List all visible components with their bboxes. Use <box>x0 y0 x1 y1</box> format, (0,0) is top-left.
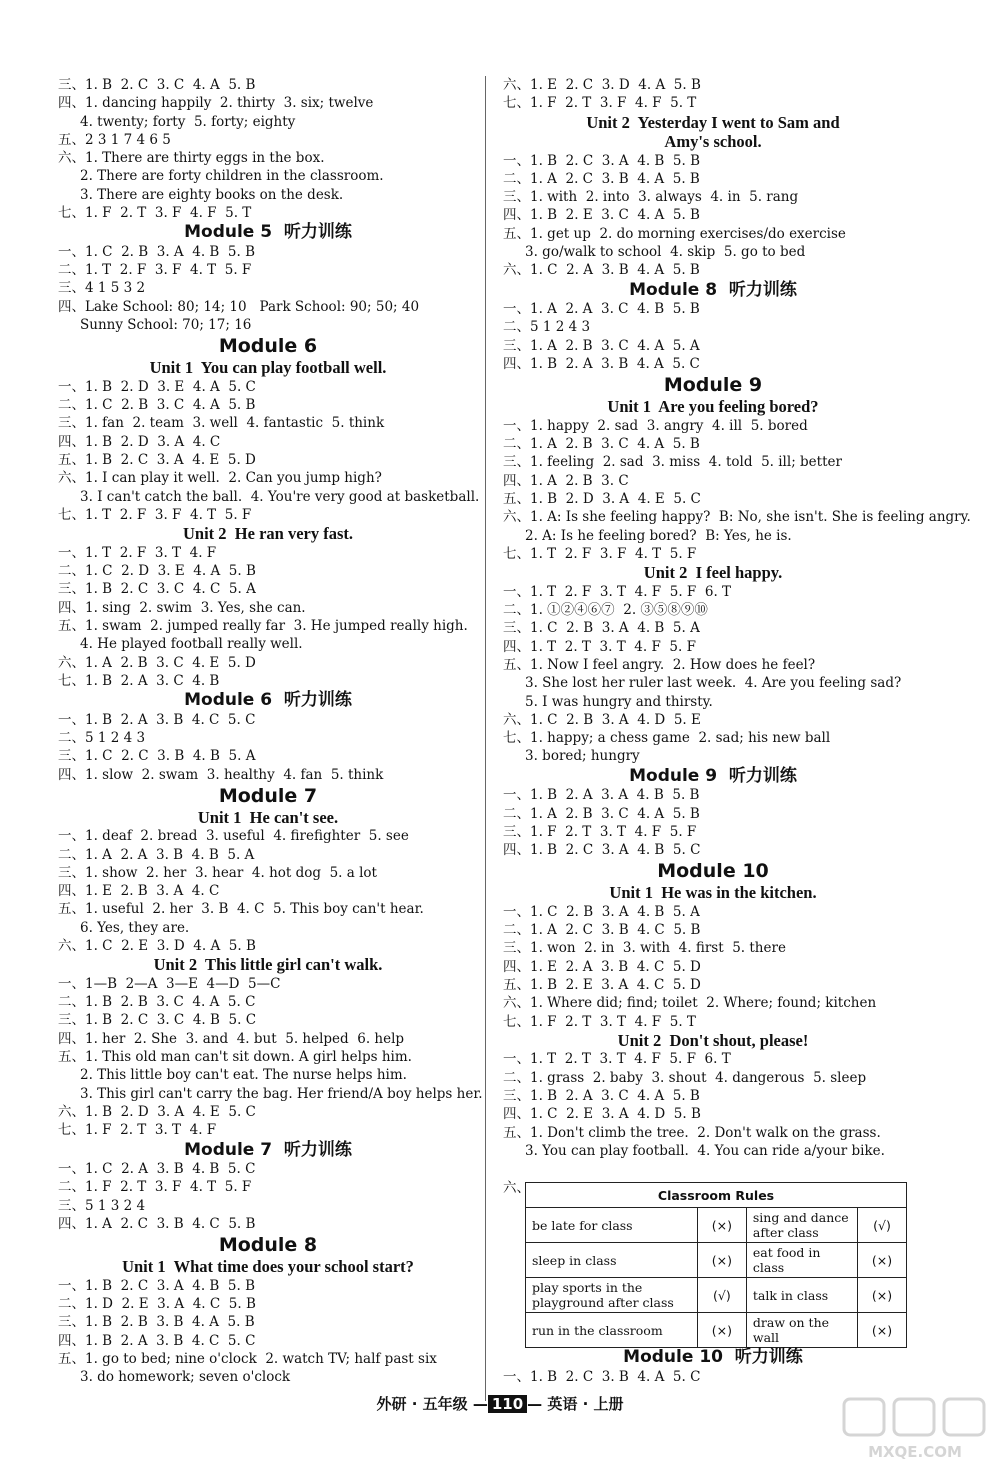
answer-line: 一、1. T 2. F 3. T 4. F <box>58 544 217 561</box>
table-row <box>526 1313 907 1348</box>
section-heading: Module 7 <box>218 784 318 807</box>
answer-line: 二、1. C 2. B 3. C 4. A 5. B <box>58 397 256 414</box>
answer-line: 一、1. B 2. A 3. B 4. C 5. C <box>58 711 256 728</box>
section-heading: Module 9 听力训练 <box>629 765 797 786</box>
section-heading: Module 9 <box>663 374 763 397</box>
answer-line: 二、1. A 2. A 3. B 4. B 5. A <box>58 846 255 863</box>
answer-line: 6. Yes, they are. <box>80 919 190 936</box>
watermark-text: MXQE.COM <box>868 1443 962 1461</box>
answer-line: 四、1. B 2. D 3. A 4. C <box>58 433 221 450</box>
answer-line: 五、1. swam 2. jumped really far 3. He jumped really high. <box>58 617 468 634</box>
answer-line: 二、1. A 2. B 3. C 4. A 5. B <box>503 805 700 822</box>
answer-line: 四、1. sing 2. swim 3. Yes, she can. <box>58 599 306 616</box>
section-heading: Unit 1 He was in the kitchen. <box>609 883 817 903</box>
answer-line: 一、1. T 2. T 3. T 4. F 5. F 6. T <box>503 1051 731 1068</box>
answer-line: 四、Lake School: 80; 14; 10 Park School: 90; 50; 40 <box>58 298 420 315</box>
answer-line: 四、1. slow 2. swam 3. healthy 4. fan 5. think <box>58 766 384 783</box>
answer-line: 3. There are eighty books on the desk. <box>80 186 344 203</box>
answer-line: 二、1. grass 2. baby 3. shout 4. dangerous 5. sleep <box>503 1069 867 1086</box>
answer-line: 2. This little boy can't eat. The nurse helps him. <box>80 1067 407 1084</box>
answer-line: Sunny School: 70; 17; 16 <box>80 317 252 334</box>
answer-line: 一、1. B 2. C 3. A 4. B 5. B <box>58 1277 256 1294</box>
answer-line: 三、1. A 2. B 3. C 4. A 5. A <box>503 337 700 354</box>
answer-line: 七、1. T 2. F 3. F 4. T 5. F <box>503 545 697 562</box>
rule-mark: (×) <box>697 1313 746 1348</box>
answer-line: 七、1. F 2. T 3. T 4. F <box>58 1122 217 1139</box>
answer-line: 四、1. dancing happily 2. thirty 3. six; twelve <box>58 95 374 112</box>
answer-line: 3. You can play football. 4. You can ride a/your bike. <box>525 1142 885 1159</box>
answer-line: 五、1. B 2. C 3. A 4. E 5. D <box>58 452 256 469</box>
answer-line: 三、1. B 2. C 3. C 4. B 5. C <box>58 1012 257 1029</box>
column-divider <box>485 76 486 1401</box>
section-heading: Unit 1 Are you feeling bored? <box>607 397 819 417</box>
answer-line: 六、1. There are thirty eggs in the box. <box>58 150 325 167</box>
rule-text: draw on the wall <box>746 1313 857 1348</box>
classroom-rules-table <box>525 1182 907 1348</box>
answer-line: 五、1. Now I feel angry. 2. How does he feel? <box>503 656 816 673</box>
after-table-block <box>503 1347 923 1386</box>
section-heading: Module 10 听力训练 <box>623 1347 803 1367</box>
rule-text: run in the classroom <box>526 1313 698 1348</box>
answer-line: 五、1. go to bed; nine o'clock 2. watch TV; half past six <box>58 1350 437 1367</box>
watermark-logo <box>840 1395 990 1465</box>
section-label: 六、 <box>503 1180 530 1196</box>
answer-line: 七、1. happy; a chess game 2. sad; his new ball <box>503 730 831 747</box>
table-row <box>526 1278 907 1313</box>
answer-line: 一、1. B 2. D 3. E 4. A 5. C <box>58 378 256 395</box>
section-heading: Unit 1 You can play football well. <box>149 358 387 378</box>
section-heading: Module 6 <box>218 335 318 358</box>
section-heading: Unit 2 Don't shout, please! <box>617 1030 809 1050</box>
table-row <box>526 1243 907 1278</box>
answer-line: 四、1. A 2. B 3. C <box>503 472 629 489</box>
answer-line: 四、1. E 2. A 3. B 4. C 5. D <box>503 958 701 975</box>
rule-text: eat food in class <box>746 1243 857 1278</box>
section-heading: Unit 1 He can't see. <box>197 807 339 827</box>
answer-line: 六、1. I can play it well. 2. Can you jump high? <box>58 470 382 487</box>
answer-line: 三、1. C 2. B 3. A 4. B 5. A <box>503 620 700 637</box>
answer-line: 三、1. B 2. C 3. C 4. A 5. B <box>58 77 256 93</box>
answer-line: 3. do homework; seven o'clock <box>80 1369 291 1386</box>
answer-line: 3. go/walk to school 4. skip 5. go to bed <box>525 244 806 261</box>
answer-line: 一、1. deaf 2. bread 3. useful 4. firefighter 5. see <box>58 828 409 845</box>
rule-text: play sports in the playground after class <box>526 1278 698 1313</box>
rule-text: be late for class <box>526 1208 698 1243</box>
answer-line: 二、5 1 2 4 3 <box>58 729 146 746</box>
answer-line: 二、1. B 2. B 3. C 4. A 5. C <box>58 994 256 1011</box>
answer-line: 四、1. B 2. A 3. B 4. C 5. C <box>58 1332 256 1349</box>
rule-mark: (×) <box>697 1208 746 1243</box>
rule-mark: (√) <box>858 1208 907 1243</box>
answer-line: 一、1. B 2. A 3. A 4. B 5. B <box>503 787 700 804</box>
answer-line: 一、1—B 2—A 3—E 4—D 5—C <box>58 975 281 992</box>
answer-line: 七、1. F 2. T 3. T 4. F 5. T <box>503 1013 696 1030</box>
answer-line: 三、1. won 2. in 3. with 4. first 5. there <box>503 940 786 957</box>
section-heading: Unit 2 He ran very fast. <box>182 524 353 544</box>
answer-line: 三、1. C 2. C 3. B 4. B 5. A <box>58 748 256 765</box>
section-heading: Module 5 听力训练 <box>184 222 352 243</box>
answer-line: 七、1. B 2. A 3. C 4. B <box>58 672 220 689</box>
answer-line: 二、1. A 2. C 3. B 4. C 5. B <box>503 922 701 939</box>
answer-line: 七、1. F 2. T 3. F 4. F 5. T <box>58 205 252 222</box>
answer-line: 六、1. A: Is she feeling happy? B: No, she isn't. She is feeling angry. <box>503 509 971 526</box>
section-heading: Unit 1 What time does your school start? <box>122 1257 414 1277</box>
answer-line: 四、1. C 2. E 3. A 4. D 5. B <box>503 1106 701 1123</box>
answer-line: 一、1. A 2. A 3. C 4. B 5. B <box>503 301 700 318</box>
answer-line: 三、1. F 2. T 3. T 4. F 5. F <box>503 823 697 840</box>
answer-line: 2. A: Is he feeling bored? B: Yes, he is. <box>525 527 792 544</box>
answer-line: 一、1. B 2. C 3. A 4. B 5. B <box>503 152 701 169</box>
answer-line: 五、1. Don't climb the tree. 2. Don't walk on the grass. <box>503 1124 881 1141</box>
section-heading: Module 8 <box>218 1234 318 1257</box>
answer-line: 三、5 1 3 2 4 <box>58 1197 146 1214</box>
answer-line: 二、5 1 2 4 3 <box>503 319 591 336</box>
section-heading: Module 8 听力训练 <box>629 279 797 300</box>
answer-line: 六、1. E 2. C 3. D 4. A 5. B <box>503 77 701 93</box>
answer-line: 5. I was hungry and thirsty. <box>525 693 713 710</box>
answer-line: 一、1. T 2. F 3. T 4. F 5. F 6. T <box>503 583 732 600</box>
answer-line: 三、1. B 2. C 3. C 4. C 5. A <box>58 581 256 598</box>
section-heading: Amy's school. <box>664 132 762 152</box>
left-column <box>58 76 483 1387</box>
answer-line: 4. He played football really well. <box>80 636 303 653</box>
answer-line: 3. I can't catch the ball. 4. You're very good at basketball. <box>80 488 480 505</box>
answer-line: 六、1. C 2. B 3. A 4. D 5. E <box>503 711 701 728</box>
section-heading: Module 6 听力训练 <box>184 690 352 711</box>
section-heading: Module 7 听力训练 <box>184 1139 352 1160</box>
rule-mark: (×) <box>858 1313 907 1348</box>
rule-mark: (×) <box>858 1278 907 1313</box>
answer-line: 二、1. A 2. C 3. B 4. A 5. B <box>503 170 700 187</box>
answer-line: 五、1. get up 2. do morning exercises/do exercise <box>503 225 846 242</box>
answer-line: 2. There are forty children in the classroom. <box>80 168 384 185</box>
answer-line: 二、1. D 2. E 3. A 4. C 5. B <box>58 1296 256 1313</box>
answer-line: 六、1. C 2. A 3. B 4. A 5. B <box>503 262 700 279</box>
rule-mark: (√) <box>697 1278 746 1313</box>
answer-line: 二、1. A 2. B 3. C 4. A 5. B <box>503 436 700 453</box>
answer-line: 三、1. B 2. B 3. B 4. A 5. B <box>58 1314 255 1331</box>
answer-line: 三、1. B 2. A 3. C 4. A 5. B <box>503 1088 700 1105</box>
answer-line: 3. She lost her ruler last week. 4. Are you feeling sad? <box>525 675 902 692</box>
answer-line: 一、1. B 2. C 3. B 4. A 5. C <box>503 1368 701 1385</box>
answer-line: 三、1. show 2. her 3. hear 4. hot dog 5. a lot <box>58 864 377 881</box>
answer-line: 3. bored; hungry <box>525 748 640 765</box>
footer-right: — 英语 · 上册 <box>527 1395 624 1413</box>
answer-line: 一、1. C 2. B 3. A 4. B 5. A <box>503 903 700 920</box>
answer-line: 四、1. B 2. A 3. B 4. A 5. C <box>503 356 700 373</box>
answer-line: 五、1. B 2. D 3. A 4. E 5. C <box>503 491 701 508</box>
answer-line: 三、1. feeling 2. sad 3. miss 4. told 5. ill; better <box>503 454 842 471</box>
answer-line: 五、1. This old man can't sit down. A girl helps him. <box>58 1049 412 1066</box>
answer-line: 三、1. fan 2. team 3. well 4. fantastic 5. think <box>58 415 385 432</box>
answer-line: 六、1. Where did; find; toilet 2. Where; found; kitchen <box>503 995 877 1012</box>
answer-line: 四、1. T 2. T 3. T 4. F 5. F <box>503 638 696 655</box>
answer-line: 二、1. T 2. F 3. F 4. T 5. F <box>58 262 252 279</box>
answer-line: 四、1. A 2. C 3. B 4. C 5. B <box>58 1215 256 1232</box>
answer-line: 六、1. B 2. D 3. A 4. E 5. C <box>58 1103 256 1120</box>
rule-text: sleep in class <box>526 1243 698 1278</box>
answer-line: 四、1. B 2. C 3. A 4. B 5. C <box>503 842 701 859</box>
section-heading: Module 10 <box>657 860 769 883</box>
answer-line: 一、1. C 2. B 3. A 4. B 5. B <box>58 243 256 260</box>
rule-text: talk in class <box>746 1278 857 1313</box>
answer-line: 二、1. F 2. T 3. F 4. T 5. F <box>58 1179 252 1196</box>
answer-line: 五、1. useful 2. her 3. B 4. C 5. This boy can't hear. <box>58 901 424 918</box>
answer-line: 六、1. C 2. E 3. D 4. A 5. B <box>58 938 256 955</box>
answer-line: 七、1. T 2. F 3. F 4. T 5. F <box>58 506 252 523</box>
answer-line: 一、1. C 2. A 3. B 4. B 5. C <box>58 1161 256 1178</box>
section-heading: Unit 2 I feel happy. <box>643 563 783 583</box>
answer-line: 一、1. happy 2. sad 3. angry 4. ill 5. bored <box>503 417 808 434</box>
answer-line: 四、1. B 2. E 3. C 4. A 5. B <box>503 207 700 224</box>
answer-line: 二、1. ①②④⑥⑦ 2. ③⑤⑧⑨⑩ <box>503 602 708 619</box>
answer-line: 二、1. C 2. D 3. E 4. A 5. B <box>58 563 256 580</box>
answer-line: 三、4 1 5 3 2 <box>58 280 146 297</box>
right-column <box>503 76 971 1160</box>
answer-line: 3. This girl can't carry the bag. Her friend/A boy helps her. <box>80 1085 483 1102</box>
answer-line: 四、1. her 2. She 3. and 4. but 5. helped 6. help <box>58 1030 405 1047</box>
answer-line: 七、1. F 2. T 3. F 4. F 5. T <box>503 95 697 112</box>
answer-line: 三、1. with 2. into 3. always 4. in 5. rang <box>503 189 799 206</box>
page-number: 110 <box>488 1395 527 1413</box>
answer-line: 六、1. A 2. B 3. C 4. E 5. D <box>58 654 256 671</box>
rule-mark: (×) <box>697 1243 746 1278</box>
table-row <box>526 1208 907 1243</box>
table-title: Classroom Rules <box>526 1183 907 1208</box>
answer-line: 4. twenty; forty 5. forty; eighty <box>80 113 296 130</box>
section-heading: Unit 2 This little girl can't walk. <box>153 955 383 975</box>
answer-line: 五、1. B 2. E 3. A 4. C 5. D <box>503 977 701 994</box>
footer-left: 外研 · 五年级 — <box>376 1395 488 1413</box>
answer-line: 五、2 3 1 7 4 6 5 <box>58 131 171 148</box>
rule-text: sing and dance after class <box>746 1208 857 1243</box>
section-heading: Unit 2 Yesterday I went to Sam and <box>586 112 840 132</box>
answer-line: 四、1. E 2. B 3. A 4. C <box>58 883 220 900</box>
rule-mark: (×) <box>858 1243 907 1278</box>
